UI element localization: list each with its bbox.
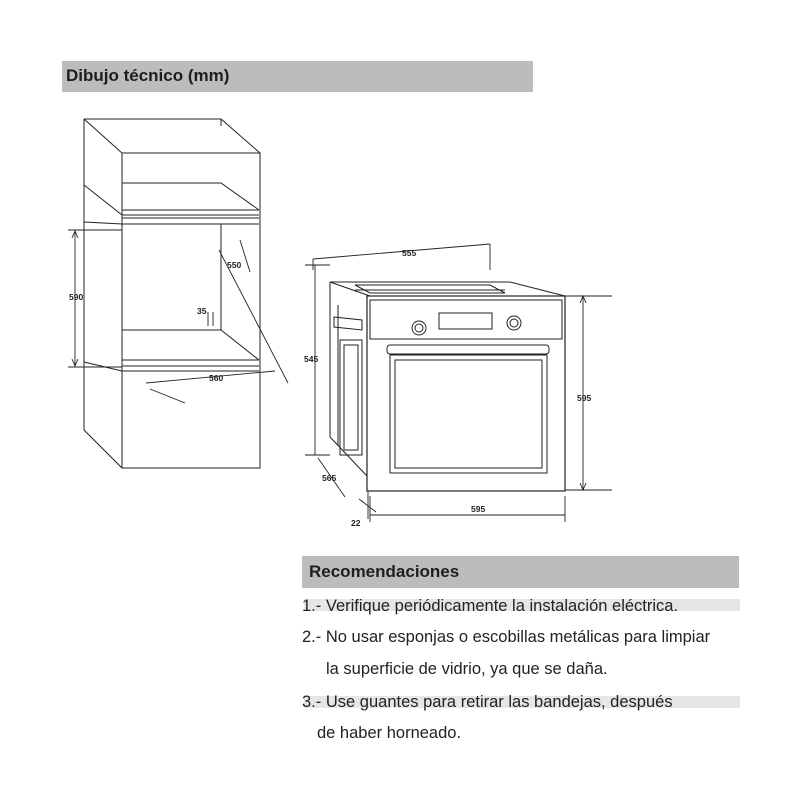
- oven-front-height-label: 595: [577, 393, 592, 403]
- cabinet-width-label: 560: [209, 373, 224, 383]
- oven-depth-label: 565: [322, 473, 337, 483]
- recommendation-item-3: [302, 693, 673, 712]
- item-text: de haber horneado.: [317, 724, 462, 742]
- cabinet-depth-label: 550: [227, 260, 242, 270]
- item-number: 1.-: [302, 597, 322, 615]
- item-text: la superficie de vidrio, ya que se daña.: [326, 660, 608, 678]
- oven-front-width-label: 595: [471, 504, 486, 514]
- item-number: 3.-: [302, 693, 322, 711]
- oven-top-width-label: 555: [402, 248, 417, 258]
- item-text: Verifique periódicamente la instalación eléctrica.: [325, 597, 679, 615]
- item-number: 2.-: [302, 628, 322, 646]
- cabinet-gap-label: 35: [197, 306, 207, 316]
- item-text: Use guantes para retirar las bandejas, después: [325, 693, 673, 711]
- oven-drawing: [330, 282, 565, 491]
- item-text: No usar esponjas o escobillas metálicas para limpiar: [325, 628, 711, 646]
- door-thickness-label: 22: [351, 518, 361, 528]
- recommendation-item-1: [302, 597, 678, 616]
- recommendation-item-2-continuation: [326, 660, 608, 679]
- recommendation-item-2: [302, 628, 710, 647]
- technical-drawing-title: Dibujo técnico (mm): [66, 66, 230, 85]
- cabinet-drawing: [84, 119, 260, 468]
- cabinet-height-label: 590: [69, 292, 84, 302]
- oven-side-height-label: 545: [304, 354, 319, 364]
- recommendations-title: Recomendaciones: [309, 562, 460, 581]
- recommendations-header: [302, 556, 739, 588]
- recommendation-item-3-continuation: [317, 724, 461, 743]
